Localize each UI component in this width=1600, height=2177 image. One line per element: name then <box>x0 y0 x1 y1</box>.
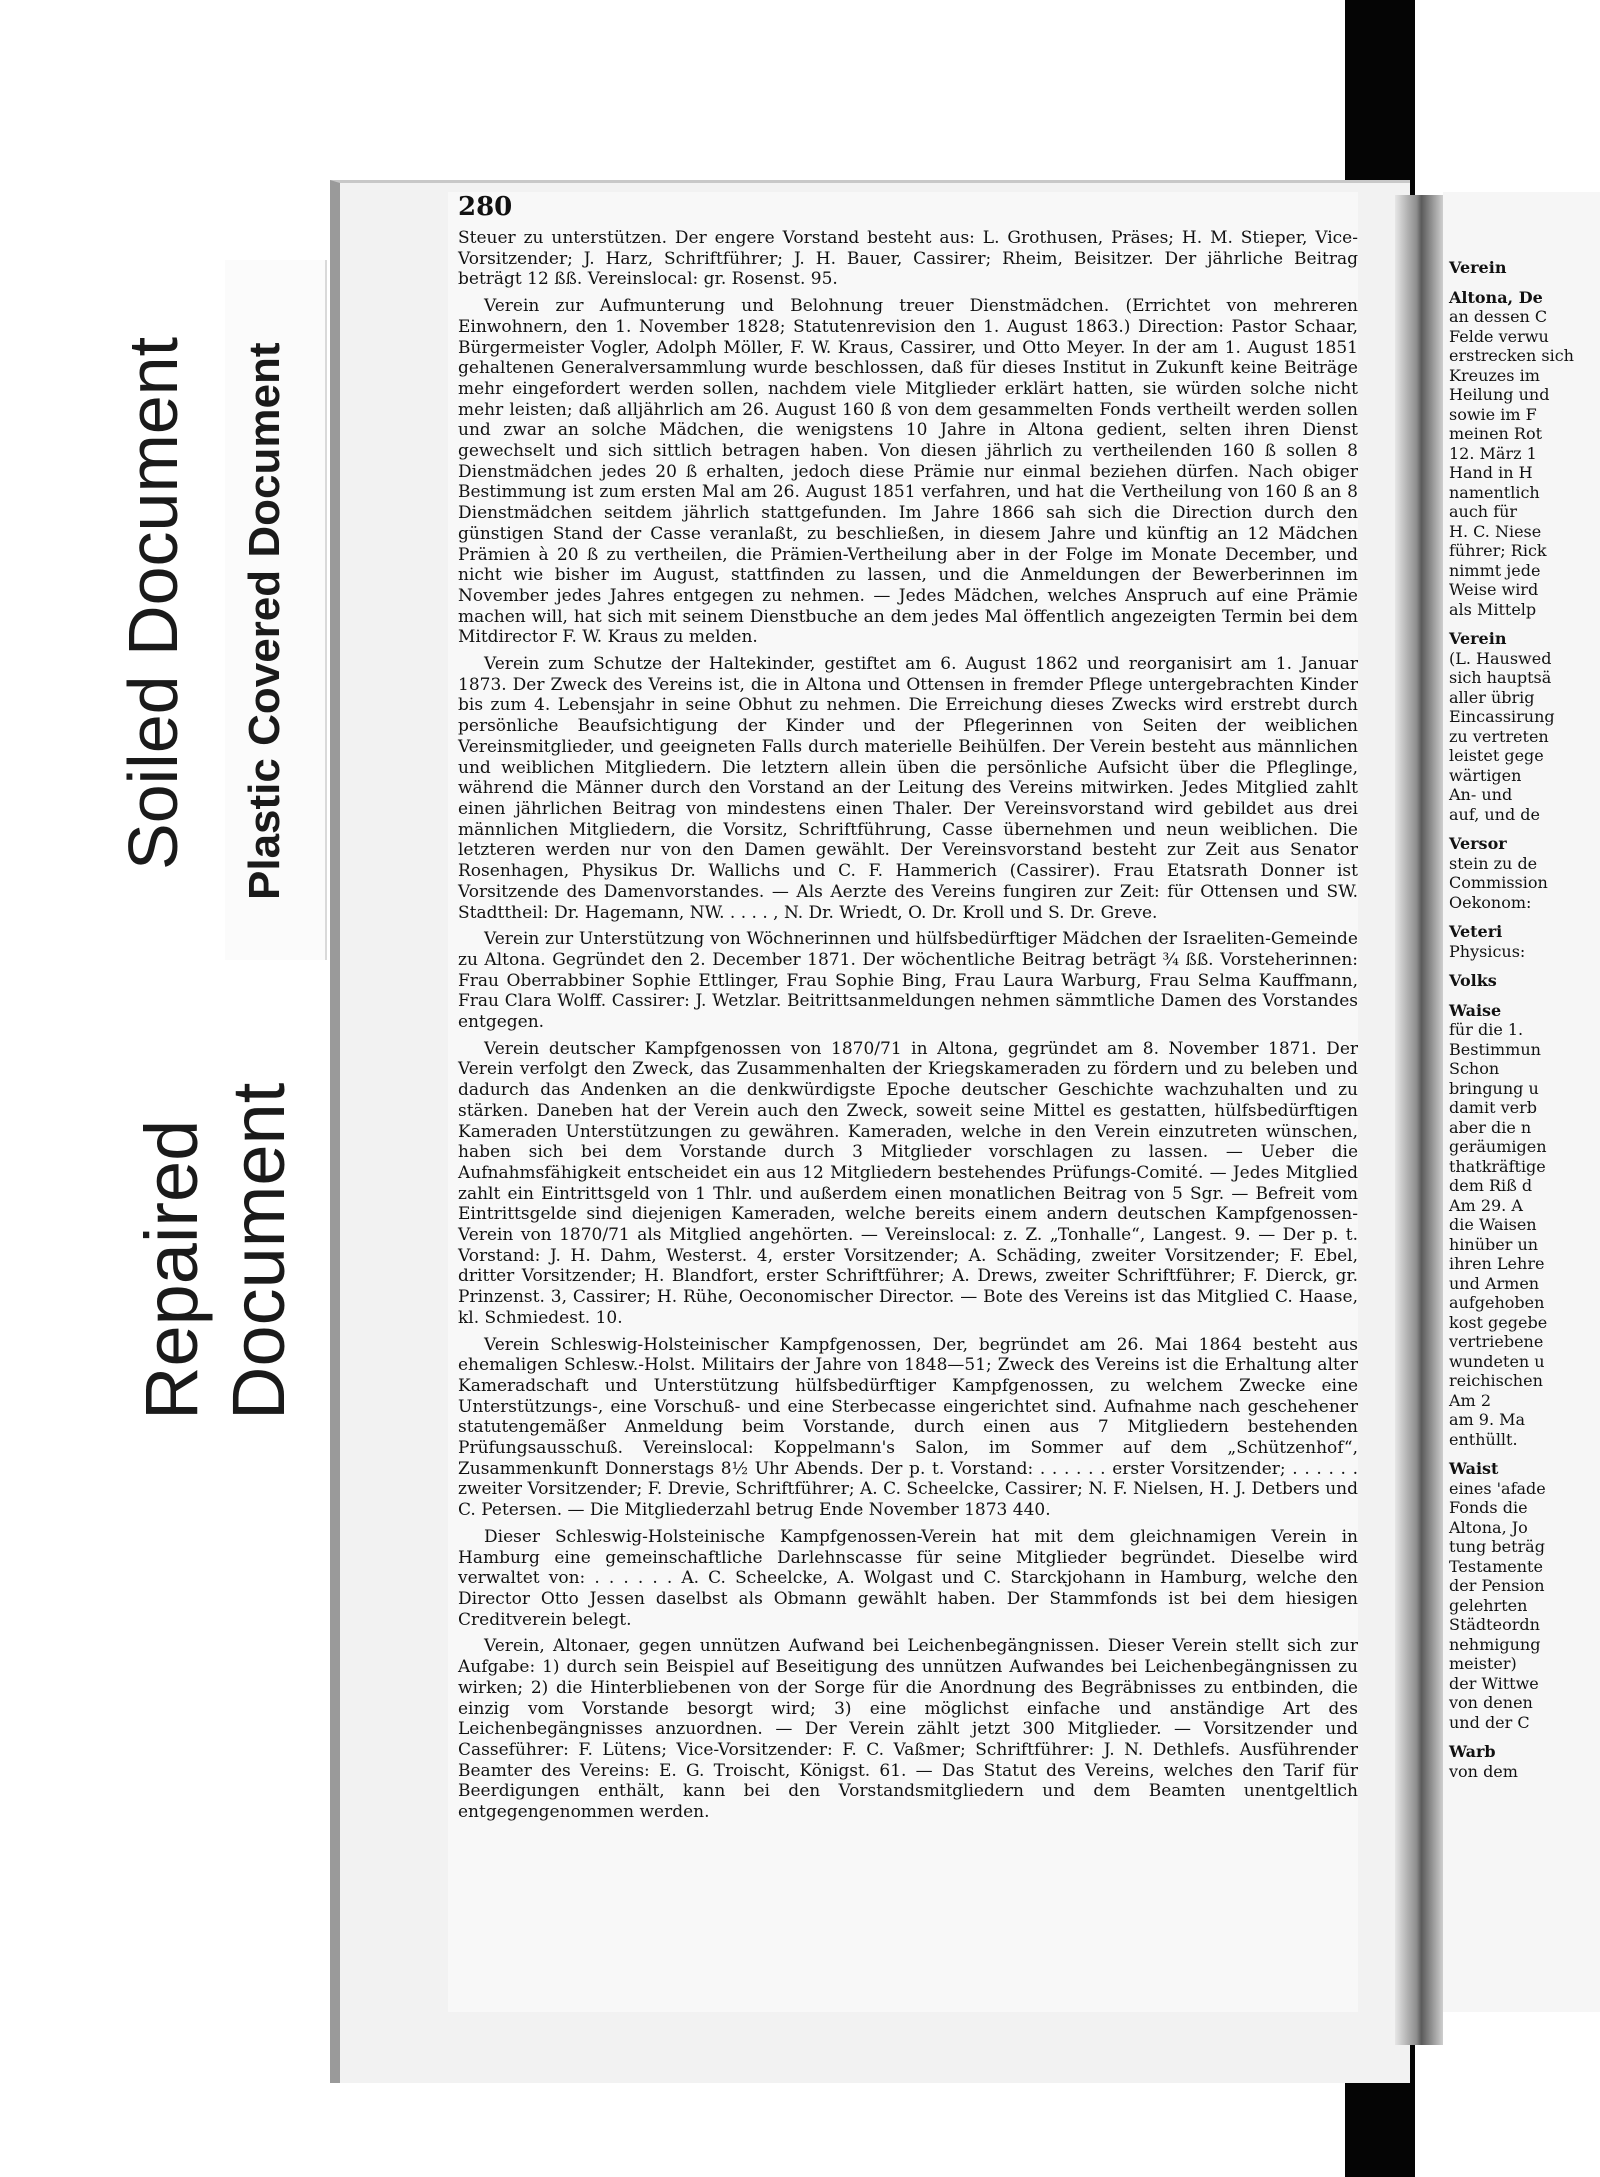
page-number: 280 <box>458 192 513 222</box>
entry-heading-fragment: Warb <box>1449 1742 1496 1761</box>
text-line-fragment: führer; Rick <box>1449 541 1547 560</box>
text-line-fragment: an dessen C <box>1449 307 1548 326</box>
text-line-fragment: nehmigung <box>1449 1634 1541 1654</box>
text-line-fragment: wundeten u <box>1449 1351 1545 1371</box>
text-line-fragment: Oekonom: <box>1449 892 1532 912</box>
text-line-fragment: Fonds die <box>1449 1498 1528 1517</box>
entry-heading-fragment: Versor <box>1449 834 1507 853</box>
paragraph: Verein zur Unterstützung von Wöchnerinnen und hülfsbedürftiger Mädchen der Israeliten-Gemeinde zu Altona. Gegründet den 2. December 1871. Der wöchentliche Beitrag beträgt ¾ ßß. Vorsteherinnen: Frau Oberrabbiner Sophie Ettlinger, Frau Sophie Bing, Frau Laura Warburg, Frau Selma Kauffmann, Frau Clara Wolff. Cassirer: J. Wetzlar. Beitrittsanmeldungen nehmen sämmtliche Damen des Vorstandes entgegen. <box>458 929 1358 1033</box>
text-line-fragment: Am 29. A <box>1449 1195 1523 1215</box>
paragraph: Verein, Altonaer, gegen unnützen Aufwand bei Leichenbegängnissen. Dieser Verein stellt sich zur Aufgabe: 1) durch sein Beispiel auf Beseitigung des unnützen Aufwandes bei Leichenbegängnissen zu wirken; 2) die Hinterbliebenen von der Sorge für die Anordnung des Begräbnisses zu entbinden, die einzig vom Vorstande besorgt wird; 3) eine möglichst einfache und anständige Art des Leichenbegängnisses anzuordnen. — Der Verein zählt jetzt 300 Mitglieder. — Vorsitzender und Casseführer: F. Lütens; Vice-Vorsitzender: F. C. Vaßmer; Schriftführer: J. N. Dethlefs. Ausführender Beamter des Vereins: E. G. Troischt, Königst. 61. — Das Statut des Vereins, welches den Tarif für Beerdigungen enthält, kann bei den Vorstandsmitgliedern und dem Beamten unentgeltlich entgegengenommen werden. <box>458 1636 1358 1823</box>
text-line-fragment: aufgehoben <box>1449 1293 1545 1312</box>
text-line-fragment: meister) <box>1449 1654 1517 1673</box>
text-line-fragment: damit verb <box>1449 1098 1537 1117</box>
text-line-fragment: leistet gege <box>1449 746 1544 765</box>
text-line-fragment: am 9. Ma <box>1449 1410 1526 1429</box>
text-line-fragment: aller übrig <box>1449 687 1535 707</box>
text-line-fragment: Felde verwu <box>1449 326 1549 346</box>
text-line-fragment: sowie im F <box>1449 404 1537 424</box>
paragraph: Verein zum Schutze der Haltekinder, gestiftet am 6. August 1862 und reorganisirt am 1. Januar 1873. Der Zweck des Vereins ist, die in Altona und Ottensen in fremder Pflege untergebrachten Kinder bis zum 4. Lebensjahr in seine Obhut zu nehmen. Die Erreichung dieses Zwecks wird erstrebt durch persönliche Beaufsichtigung der Kinder und der Pflegerinnen von Seiten der weiblichen Vereinsmitglieder, und geeigneten Falls durch materielle Beihülfen. Der Verein besteht aus männlichen und weiblichen Mitgliedern. Die letztern allein üben die persönliche Aufsicht über die Pfleglinge, während die Männer durch den Vorstand an der Leitung des Vereins mitwirken. Jedes Mitglied zahlt einen jährlichen Beitrag von mindestens einen Thaler. Der Vereinsvorstand wird gebildet aus drei männlichen Mitgliedern, die Vorsitz, Schriftführung, Casse übernehmen und neun weiblichen. Die letzteren werden nur von den Damen gewählt. Der Vereinsvorstand besteht zur Zeit aus Senator Rosenhagen, Physikus Dr. Wallichs und C. F. Hammerich (Cassirer). Frau Etatsrath Donner ist Vorsitzende des Damenvorstandes. — Als Aerzte des Vereins fungiren zur Zeit: für Ottensen und SW. Stadttheil: Dr. Hagemann, NW. . . . . , N. Dr. Wriedt, O. Dr. Kroll und S. Dr. Greve. <box>458 654 1358 923</box>
entry-heading-fragment: Waist <box>1449 1459 1499 1478</box>
text-line-fragment: kost gegebe <box>1449 1312 1548 1332</box>
paragraph: Verein Schleswig-Holsteinischer Kampfgenossen, Der, begründet am 26. Mai 1864 besteht aus ehemaligen Schlesw.-Holst. Militairs der Jahre von 1848—51; Zweck des Vereins ist die Erhaltung alter Kameradschaft und Unterstützung hülfsbedürftiger Kampfgenossen, zu welchem Zwecke eine Unterstützungs-, eine Vorschuß- und eine Sterbecasse eingerichtet sind. Aufnahme nach geschehener statutengemäßer Anmeldung beim Vorstande, durch einen aus 7 Mitgliedern bestehenden Prüfungsausschuß. Vereinslocal: Koppelmann's Salon, im Sommer auf dem „Schützenhof“, Zusammenkunft Donnerstags 8½ Uhr Abends. Der p. t. Vorstand: . . . . . . erster Vorsitzender; . . . . . . zweiter Vorsitzender; F. Drevie, Schriftführer; A. C. Scheelcke, Cassirer; N. F. Nielsen, H. J. Detbers und C. Petersen. — Die Mitgliederzahl betrug Ende November 1873 440. <box>458 1334 1358 1521</box>
text-line-fragment: Commission <box>1449 873 1548 892</box>
text-line-fragment: Heilung und <box>1449 385 1550 404</box>
soiled-document-label: Soiled Document <box>114 336 192 870</box>
text-line-fragment: als Mittelp <box>1449 599 1537 619</box>
text-line-fragment: hinüber un <box>1449 1234 1539 1254</box>
text-line-fragment: Eincassirung <box>1449 707 1555 726</box>
paragraph: Steuer zu unterstützen. Der engere Vorstand besteht aus: L. Grothusen, Präses; H. M. Stieper, Vice-Vorsitzender; J. Harz, Schriftführer; J. H. Bauer, Cassirer; Rheim, Beisitzer. Der jährliche Beitrag beträgt 12 ßß. Vereinslocal: gr. Rosenst. 95. <box>458 228 1358 290</box>
text-line-fragment: H. C. Niese <box>1449 521 1542 541</box>
text-line-fragment: tung beträg <box>1449 1537 1545 1556</box>
text-line-fragment: 12. März 1 <box>1449 443 1537 463</box>
text-line-fragment: namentlich <box>1449 482 1540 502</box>
text-line-fragment: (L. Hauswed <box>1449 648 1552 668</box>
text-line-fragment: vertriebene <box>1449 1332 1544 1351</box>
text-line-fragment: und Armen <box>1449 1273 1540 1293</box>
text-line-fragment: Kreuzes im <box>1449 365 1540 385</box>
text-line-fragment: nimmt jede <box>1449 560 1541 580</box>
text-line-fragment: Schon <box>1449 1059 1500 1078</box>
text-line-fragment: auf, und de <box>1449 804 1541 824</box>
text-line-fragment: gelehrten <box>1449 1595 1528 1615</box>
text-line-fragment: sich hauptsä <box>1449 668 1552 687</box>
left-page <box>448 192 1358 2012</box>
text-line-fragment: Hand in H <box>1449 463 1533 482</box>
text-line-fragment: geräumigen <box>1449 1137 1547 1156</box>
text-line-fragment: Physicus: <box>1449 941 1526 961</box>
text-line-fragment: stein zu de <box>1449 853 1538 873</box>
entry-heading-fragment: Waise <box>1449 1000 1502 1020</box>
book-gutter <box>1395 195 1443 2045</box>
entry-heading-fragment: Veteri <box>1449 922 1503 941</box>
text-line-fragment: meinen Rot <box>1449 424 1543 443</box>
text-line-fragment: aber die n <box>1449 1117 1532 1137</box>
text-line-fragment: von denen <box>1449 1693 1533 1712</box>
text-line-fragment: der Pension <box>1449 1576 1545 1595</box>
entry-heading-fragment: Volks <box>1449 971 1497 990</box>
page-text <box>458 228 1358 1829</box>
right-page-text <box>1449 248 1600 1781</box>
entry-heading-fragment: Altona, De <box>1449 287 1543 307</box>
text-line-fragment: Testamente <box>1449 1556 1543 1576</box>
repaired-label-line1: Repaired <box>130 1119 213 1420</box>
text-line-fragment: erstrecken sich <box>1449 346 1574 365</box>
text-line-fragment: wärtigen <box>1449 765 1522 785</box>
text-line-fragment: Altona, Jo <box>1449 1517 1528 1537</box>
text-line-fragment: für die 1. <box>1449 1020 1524 1039</box>
text-line-fragment: die Waisen <box>1449 1215 1537 1234</box>
paragraph: Dieser Schleswig-Holsteinische Kampfgenossen-Verein hat mit dem gleichnamigen Verein in Hamburg eine gemeinschaftliche Darlehnscasse für seine Mitglieder begründet. Dieselbe wird verwaltet von: . . . . . . A. C. Scheelcke, A. Wolgast und C. Starckjohann in Hamburg, welche den Director Otto Jessen daselbst als Obmann gewählt haben. Der Stammfonds ist bei dem hiesigen Creditverein belegt. <box>458 1526 1358 1630</box>
text-line-fragment: und der C <box>1449 1712 1530 1732</box>
text-line-fragment: zu vertreten <box>1449 726 1549 746</box>
plastic-covered-label: Plastic Covered Document <box>240 342 289 900</box>
entry-heading-fragment: Verein <box>1449 629 1507 648</box>
text-line-fragment: auch für <box>1449 502 1518 521</box>
text-line-fragment: der Wittwe <box>1449 1673 1539 1693</box>
text-line-fragment: Weise wird <box>1449 580 1539 599</box>
text-line-fragment: eines 'afade <box>1449 1478 1546 1498</box>
text-line-fragment: ihren Lehre <box>1449 1254 1545 1273</box>
entry-heading-fragment: Verein <box>1449 258 1507 277</box>
text-line-fragment: Am 2 <box>1449 1390 1491 1410</box>
paragraph: Verein deutscher Kampfgenossen von 1870/71 in Altona, gegründet am 8. November 1871. Der Verein verfolgt den Zweck, das Zusammenhalten der Kriegskameraden zu fördern und zu beleben und dadurch das Andenken an die denkwürdigste Epoche deutscher Geschichte wachzuhalten und zu stärken. Daneben hat der Verein auch den Zweck, soweit seine Mittel es gestatten, hülfsbedürftigen Kameraden Unterstützungen zu gewähren. Kameraden, welche in den Verein einzutreten wünschen, haben sich bei dem Vorstande durch 3 Mitglieder vorschlagen zu lassen. — Ueber die Aufnahmsfähigkeit entscheidet ein aus 12 Mitgliedern bestehendes Prüfungs-Comité. — Jedes Mitglied zahlt ein Eintrittsgeld von 1 Thlr. und außerdem einen monatlichen Beitrag von 5 Sgr. — Befreit vom Eintrittsgelde sind diejenigen Kameraden, welche bereits einem andern deutschen Kampfgenossen-Verein von 1870/71 als Mitglied angehörten. — Vereinslocal: z. Z. „Tonhalle“, Langest. 9. — Der p. t. Vorstand: J. H. Dahm, Westerst. 4, erster Vorsitzender; A. Schäding, zweiter Vorsitzender; F. Ebel, dritter Vorsitzender; H. Blandfort, erster Schriftführer; A. Drews, zweiter Schriftführer; F. Dierck, gr. Prinzenst. 3, Cassirer; H. Rühe, Oeconomischer Director. — Bote des Vereins ist das Mitglied C. Haase, kl. Schmiedest. 10. <box>458 1038 1358 1328</box>
text-line-fragment: dem Riß d <box>1449 1176 1533 1195</box>
text-line-fragment: thatkräftige <box>1449 1156 1546 1176</box>
text-line-fragment: An- und <box>1449 785 1513 804</box>
text-line-fragment: Bestimmun <box>1449 1039 1541 1059</box>
scanner-bar-top <box>1345 0 1415 210</box>
text-line-fragment: reichischen <box>1449 1371 1543 1390</box>
right-page <box>1443 192 1600 2012</box>
text-line-fragment: Städteordn <box>1449 1615 1540 1634</box>
text-line-fragment: bringung u <box>1449 1078 1539 1098</box>
repaired-label-line2: Document <box>217 1082 300 1420</box>
paragraph: Verein zur Aufmunterung und Belohnung treuer Dienstmädchen. (Errichtet von mehreren Einwohnern, den 1. November 1828; Statutenrevision den 1. August 1863.) Direction: Pastor Schaar, Bürgermeister Vogler, Adolph Möller, F. W. Kraus, Cassirer, und Otto Meyer. In der am 1. August 1851 gehaltenen Generalversammlung wurde beschlossen, daß für dieses Institut in Zukunft keine Beiträge mehr eingefordert werden sollen, nachdem viele Mitglieder erklärt hatten, sie würden solche nicht mehr leisten; daß alljährlich am 26. August 160 ß von dem gesammelten Fonds vertheilt werden sollen und zwar an solche Mädchen, die wenigstens 10 Jahre in Altona gedient, selten ihren Dienst gewechselt und sich sittlich betragen haben. Von diesen jährlich zu vertheilenden 160 ß sollen 8 Dienstmädchen jedes 20 ß erhalten, jedoch diese Prämie nur einmal beziehen dürfen. Nach obiger Bestimmung ist zum ersten Mal am 26. August 1851 verfahren, und hat die Vertheilung von 160 ß an 8 Dienstmädchen seitdem jährlich stattgefunden. Im Jahre 1866 sah sich die Direction durch den günstigen Stand der Casse veranlaßt, zu beschließen, in diesem Jahre und künftig an 12 Mädchen Prämien à 20 ß zu vertheilen, die Prämien-Vertheilung aber in der Folge im Monate December, und nicht wie bisher im August, stattfinden zu lassen, und die Anmeldungen der Bewerberinnen im November jedes Jahres entgegen zu nehmen. — Jedes Mädchen, welches Anspruch auf eine Prämie machen will, hat sich mit seinem Dienstbuche an dem jedes Mal öffentlich angezeigten Termin bei dem Mitdirector F. W. Kraus zu melden. <box>458 296 1358 648</box>
text-line-fragment: enthüllt. <box>1449 1429 1518 1449</box>
text-line-fragment: von dem <box>1449 1761 1518 1781</box>
